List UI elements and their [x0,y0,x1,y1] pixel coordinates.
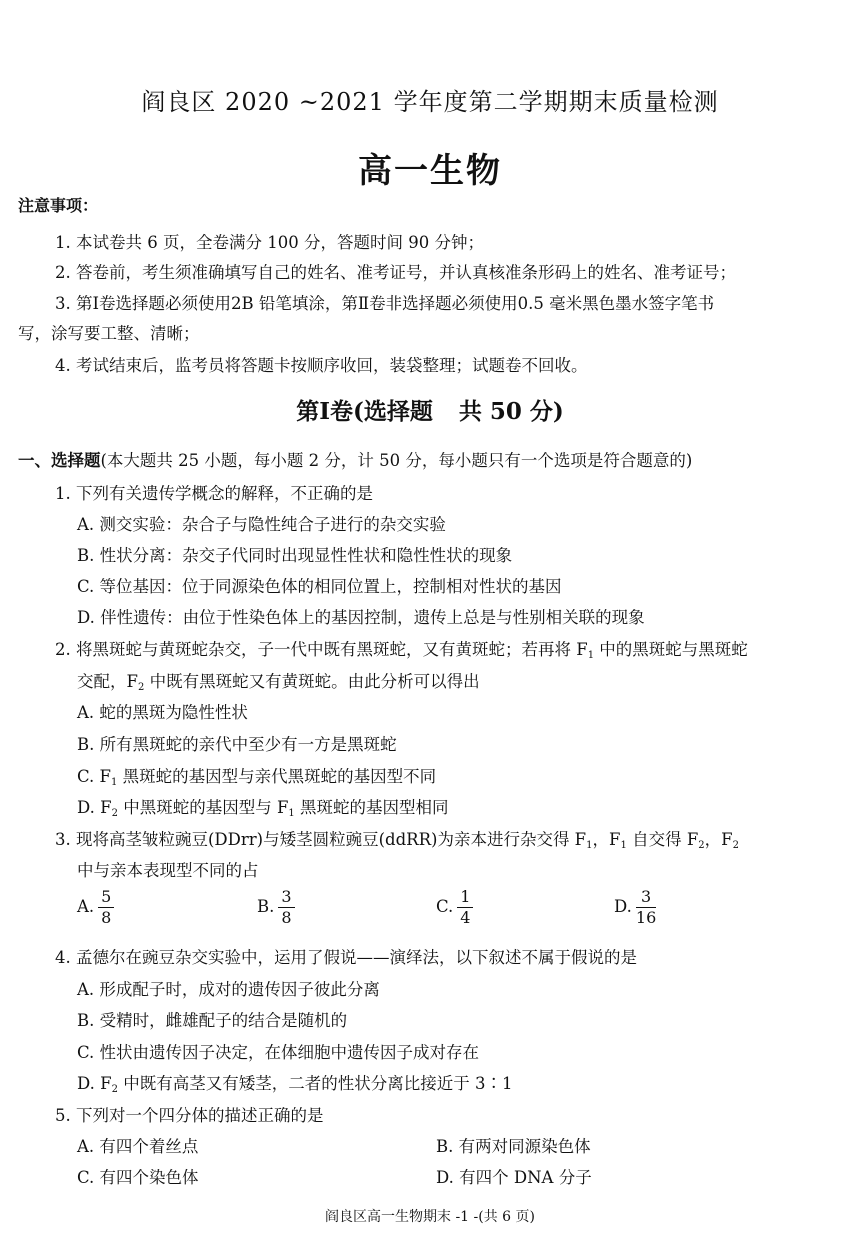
q3-stem-part: 3. 现将高茎皱粒豌豆(DDrr)与矮茎圆粒豌豆(ddRR)为亲本进行杂交得 F [55,830,587,849]
numerator: 5 [98,887,114,908]
subscript: 1 [288,808,295,819]
subscript: 2 [698,840,705,851]
q2-stem-part: 交配，F [77,672,138,691]
numerator: 1 [457,887,473,908]
q4-option-part: 中既有高茎又有矮茎，二者的性状分离比接近于 3∶1 [117,1074,513,1093]
q3-stem [55,826,739,851]
q1-stem: 1. 下列有关遗传学概念的解释，不正确的是 [55,484,373,503]
q3-option-b [257,887,295,928]
notice-item: 4. 考试结束后，监考员将答题卡按顺序收回，装袋整理；试题卷不回收。 [55,356,588,375]
q2-option-a: A. 蛇的黑斑为隐性性状 [77,703,248,722]
section-intro-rest: (本大题共 25 小题，每小题 2 分，计 50 分，每小题只有一个选项是符合题意的) [100,451,693,470]
q2-stem-part: 中既有黑斑蛇又有黄斑蛇。由此分析可以得出 [144,672,480,691]
subject-title: 高一生物 [358,151,502,191]
fraction [457,887,473,928]
q3-stem-part: 自交得 F [626,830,699,849]
q5-option-c: C. 有四个染色体 [77,1168,199,1187]
q4-option-c: C. 性状由遗传因子决定，在体细胞中遗传因子成对存在 [77,1043,480,1062]
q4-option-part: D. F [77,1074,112,1093]
section-title-left: 第Ⅰ卷(选择题 [296,398,433,425]
q4-option-b: B. 受精时，雌雄配子的结合是随机的 [77,1011,348,1030]
page-footer: 阎良区高一生物期末 -1 -(共 6 页) [325,1209,535,1225]
option-label: D. [614,897,632,916]
option-label: C. [436,897,454,916]
q2-stem-part: 中的黑斑蛇与黑斑蛇 [594,640,748,659]
q1-option-b: B. 性状分离：杂交子代同时出现显性性状和隐性性状的现象 [77,546,513,565]
fraction [98,887,114,928]
subscript: 2 [111,808,118,819]
denominator: 4 [460,908,471,927]
notice-item: 2. 答卷前，考生须准确填写自己的姓名、准考证号，并认真核准条形码上的姓名、准考证号； [55,263,736,282]
q2-option-d [77,794,449,819]
q5-option-b: B. 有两对同源染色体 [436,1137,591,1156]
q5-option-a: A. 有四个着丝点 [77,1137,199,1156]
denominator: 8 [281,908,292,927]
subscript: 1 [586,840,593,851]
q1-option-c: C. 等位基因：位于同源染色体的相同位置上，控制相对性状的基因 [77,577,562,596]
q3-option-d [614,887,656,928]
q1-option-d: D. 伴性遗传：由位于性染色体上的基因控制，遗传上总是与性别相关联的现象 [77,608,645,627]
q4-option-d [77,1070,512,1095]
q5-option-d: D. 有四个 DNA 分子 [436,1168,592,1187]
q2-option-part: 黑斑蛇的基因型与亲代黑斑蛇的基因型不同 [117,767,437,786]
q2-option-part: C. F [77,767,111,786]
fraction [636,887,656,928]
section-title-right: 共 50 分) [458,398,564,425]
q2-option-part: 黑斑蛇的基因型相同 [294,798,449,817]
subscript: 2 [111,1084,118,1095]
option-label: A. [77,897,95,916]
notice-item: 3. 第Ⅰ卷选择题必须使用2B 铅笔填涂，第Ⅱ卷非选择题必须使用0.5 毫米黑色墨水签字笔书 [55,294,715,313]
q3-stem-line2: 中与亲本表现型不同的占 [77,861,259,880]
subscript: 1 [587,650,595,661]
q2-option-part: 中黑斑蛇的基因型与 F [117,798,289,817]
q2-option-c [77,763,436,788]
section-intro-bold: 一、选择题 [18,451,101,470]
q2-option-part: D. F [77,798,112,817]
q2-stem-line2 [77,668,480,693]
section-title [0,393,860,426]
q3-option-c [436,887,473,928]
numerator: 3 [636,887,656,908]
q5-stem: 5. 下列对一个四分体的描述正确的是 [55,1106,324,1125]
exam-title: 阎良区 2020 ~2021 学年度第二学期期末质量检测 [141,88,719,116]
option-label: B. [257,897,275,916]
q1-option-a: A. 测交实验：杂合子与隐性纯合子进行的杂交实验 [77,515,446,534]
notice-item: 1. 本试卷共 6 页，全卷满分 100 分，答题时间 90 分钟； [55,233,484,252]
subscript: 2 [137,682,145,693]
q4-option-a: A. 形成配子时，成对的遗传因子彼此分离 [77,980,380,999]
q2-stem-part: 2. 将黑斑蛇与黄斑蛇杂交，子一代中既有黑斑蛇，又有黄斑蛇；若再将 F [55,640,588,659]
subscript: 1 [110,777,118,788]
q3-stem-part: ，F [704,830,733,849]
subscript: 2 [732,840,739,851]
denominator: 16 [635,908,657,927]
notice-heading: 注意事项： [18,196,99,215]
q2-option-b: B. 所有黑斑蛇的亲代中至少有一方是黑斑蛇 [77,735,397,754]
fraction [278,887,294,928]
denominator: 8 [101,908,112,927]
q3-stem-part: ，F [592,830,621,849]
subscript: 1 [620,840,627,851]
section-intro [18,447,692,471]
notice-item: 写，涂写要工整、清晰； [18,324,200,343]
numerator: 3 [278,887,294,908]
q4-stem: 4. 孟德尔在豌豆杂交实验中，运用了假说——演绎法，以下叙述不属于假说的是 [55,948,637,967]
q3-option-a [77,887,114,928]
q2-stem [55,636,748,661]
